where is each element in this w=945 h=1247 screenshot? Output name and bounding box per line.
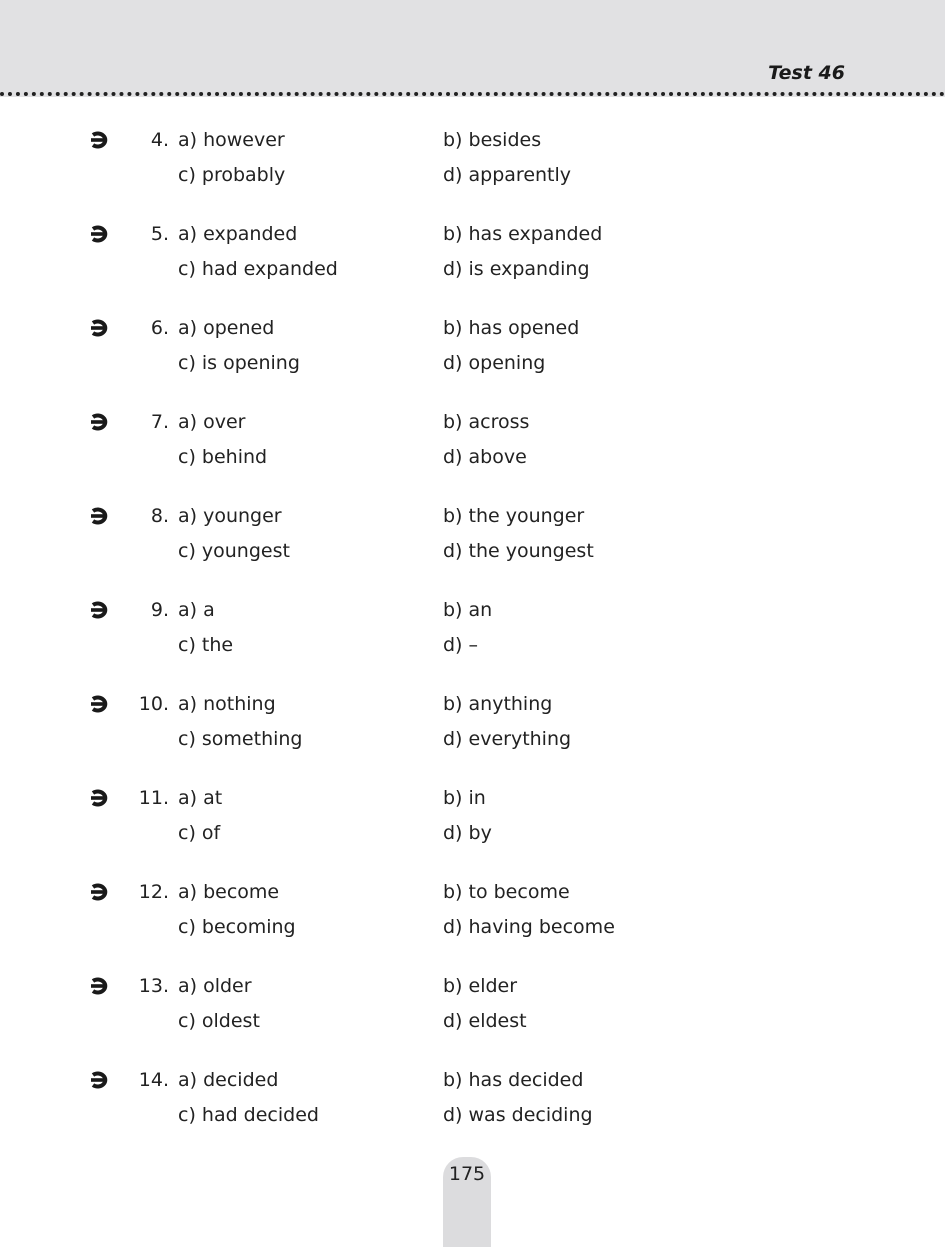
option-d[interactable]: d) opening: [443, 352, 546, 374]
option-c[interactable]: c) something: [178, 728, 303, 750]
option-a[interactable]: a) over: [178, 411, 246, 433]
option-c[interactable]: c) behind: [178, 446, 268, 468]
question-item: [0, 874, 945, 968]
arrow-circle-icon: [90, 977, 112, 995]
option-a[interactable]: a) decided: [178, 1069, 279, 1091]
question-number: 11.: [138, 787, 169, 809]
option-c[interactable]: c) probably: [178, 164, 286, 186]
question-item: [0, 968, 945, 1062]
option-c[interactable]: c) of: [178, 822, 221, 844]
option-c[interactable]: c) is opening: [178, 352, 300, 374]
option-c[interactable]: c) youngest: [178, 540, 290, 562]
option-b[interactable]: b) the younger: [443, 505, 585, 527]
arrow-circle-icon: [90, 131, 112, 149]
question-number: 9.: [150, 599, 169, 621]
header-dotted-rule: [0, 92, 945, 96]
arrow-circle-icon: [90, 507, 112, 525]
option-c[interactable]: c) oldest: [178, 1010, 260, 1032]
option-b[interactable]: b) has expanded: [443, 223, 603, 245]
question-item: [0, 1062, 945, 1156]
option-b[interactable]: b) has decided: [443, 1069, 584, 1091]
question-number: 12.: [138, 881, 169, 903]
option-a[interactable]: a) opened: [178, 317, 275, 339]
option-d[interactable]: d) by: [443, 822, 492, 844]
question-number: 7.: [150, 411, 169, 433]
option-b[interactable]: b) across: [443, 411, 530, 433]
question-item: [0, 122, 945, 216]
question-item: [0, 404, 945, 498]
option-b[interactable]: b) elder: [443, 975, 518, 997]
option-a[interactable]: a) expanded: [178, 223, 298, 245]
question-item: [0, 780, 945, 874]
question-number: 5.: [150, 223, 169, 245]
question-number: 13.: [138, 975, 169, 997]
option-d[interactable]: d) everything: [443, 728, 572, 750]
arrow-circle-icon: [90, 883, 112, 901]
question-number: 6.: [150, 317, 169, 339]
option-d[interactable]: d) was deciding: [443, 1104, 593, 1126]
option-b[interactable]: b) besides: [443, 129, 542, 151]
test-label: Test 46: [768, 62, 845, 84]
question-item: [0, 686, 945, 780]
option-d[interactable]: d) –: [443, 634, 479, 656]
question-item: [0, 498, 945, 592]
option-d[interactable]: d) eldest: [443, 1010, 527, 1032]
option-d[interactable]: d) having become: [443, 916, 615, 938]
arrow-circle-icon: [90, 789, 112, 807]
arrow-circle-icon: [90, 1071, 112, 1089]
option-d[interactable]: d) the youngest: [443, 540, 594, 562]
question-number: 4.: [150, 129, 169, 151]
option-a[interactable]: a) at: [178, 787, 223, 809]
question-number: 10.: [138, 693, 169, 715]
question-number: 14.: [138, 1069, 169, 1091]
option-a[interactable]: a) younger: [178, 505, 282, 527]
question-number: 8.: [150, 505, 169, 527]
option-a[interactable]: a) however: [178, 129, 285, 151]
question-item: [0, 592, 945, 686]
arrow-circle-icon: [90, 413, 112, 431]
option-d[interactable]: d) is expanding: [443, 258, 590, 280]
arrow-circle-icon: [90, 225, 112, 243]
arrow-circle-icon: [90, 601, 112, 619]
option-b[interactable]: b) an: [443, 599, 493, 621]
option-a[interactable]: a) nothing: [178, 693, 276, 715]
question-list: [0, 122, 945, 1156]
option-b[interactable]: b) to become: [443, 881, 570, 903]
option-a[interactable]: a) become: [178, 881, 280, 903]
option-c[interactable]: c) the: [178, 634, 234, 656]
arrow-circle-icon: [90, 695, 112, 713]
option-a[interactable]: a) a: [178, 599, 215, 621]
option-b[interactable]: b) anything: [443, 693, 553, 715]
option-c[interactable]: c) becoming: [178, 916, 296, 938]
option-a[interactable]: a) older: [178, 975, 252, 997]
header-band: [0, 0, 945, 97]
question-item: [0, 216, 945, 310]
option-b[interactable]: b) has opened: [443, 317, 580, 339]
option-d[interactable]: d) above: [443, 446, 527, 468]
option-b[interactable]: b) in: [443, 787, 486, 809]
option-d[interactable]: d) apparently: [443, 164, 572, 186]
arrow-circle-icon: [90, 319, 112, 337]
option-c[interactable]: c) had expanded: [178, 258, 338, 280]
question-item: [0, 310, 945, 404]
option-c[interactable]: c) had decided: [178, 1104, 319, 1126]
page-number: 175: [448, 1163, 486, 1185]
